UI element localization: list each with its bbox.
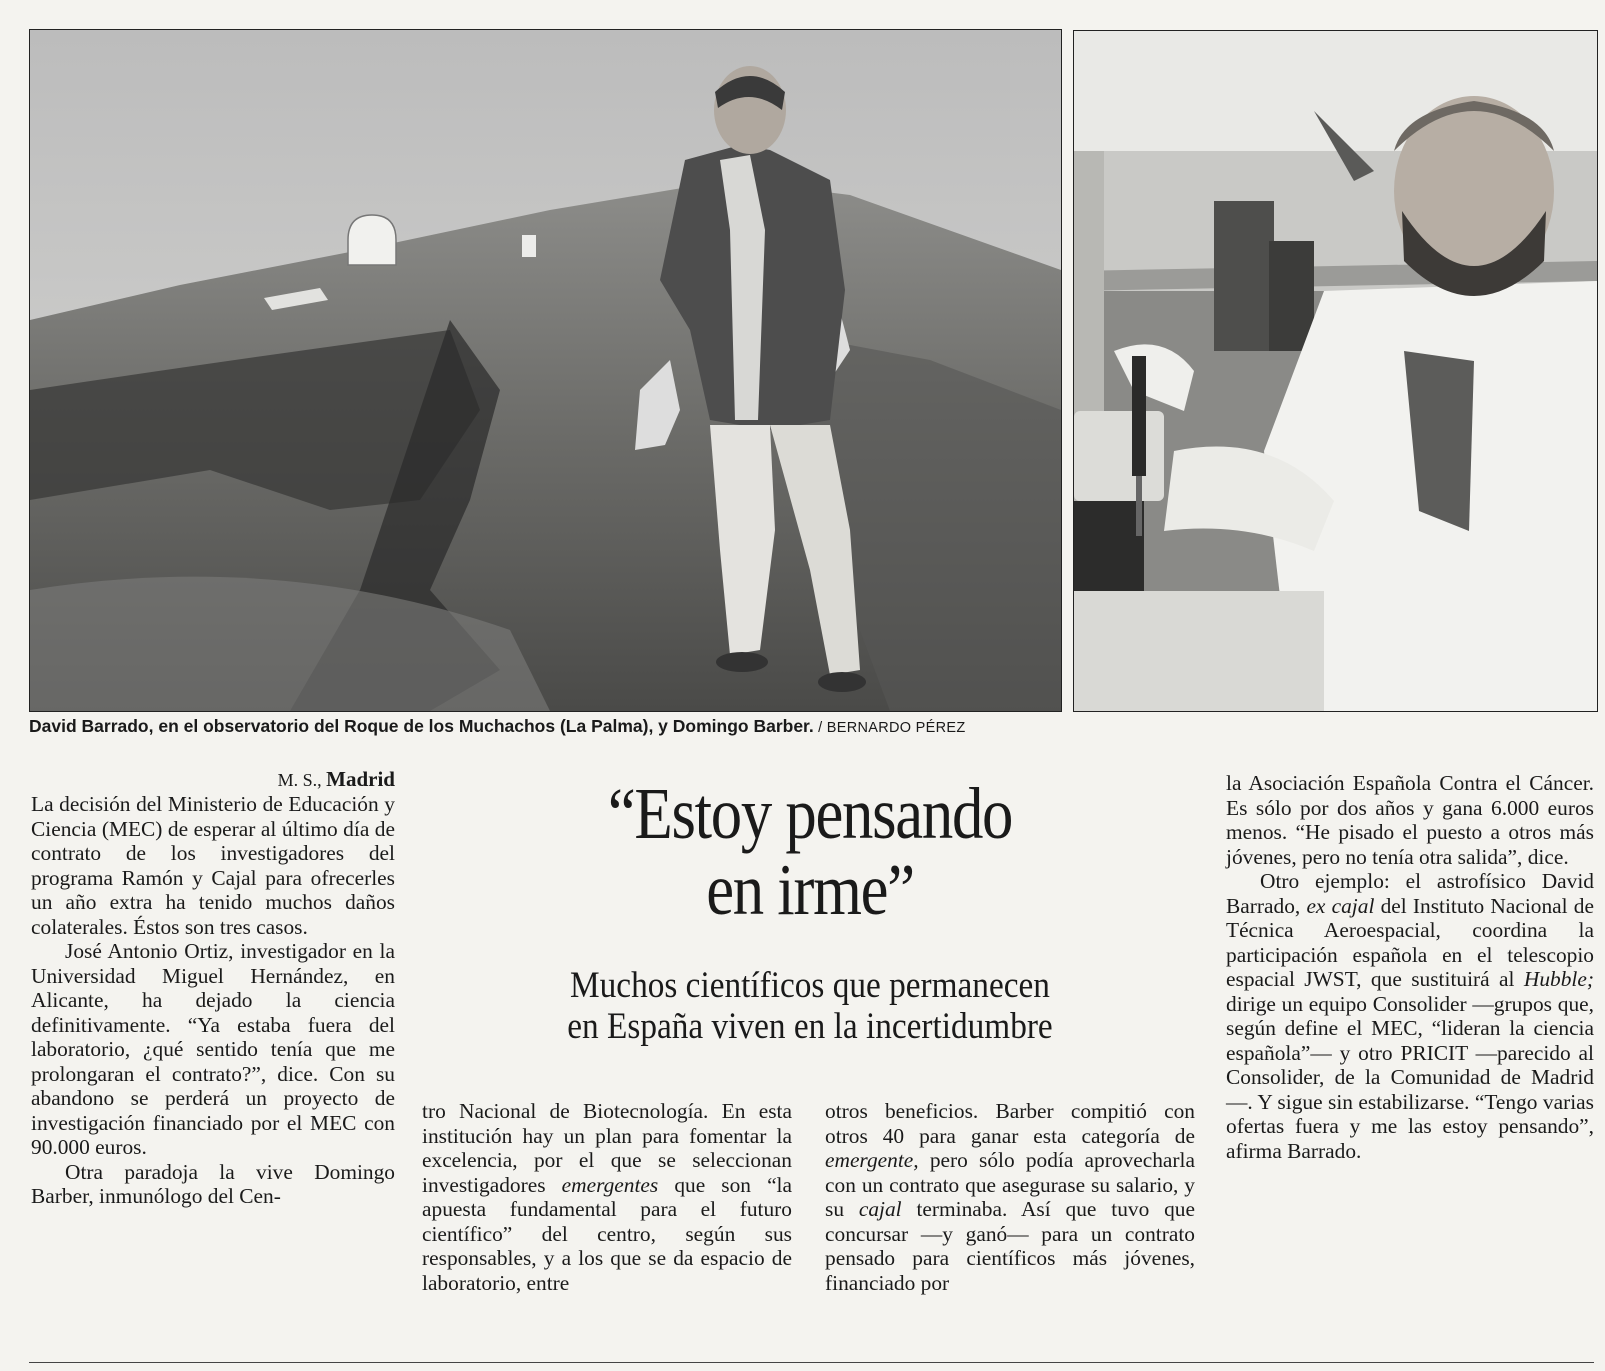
photo-domingo-barber [1073, 30, 1598, 712]
paragraph-asociacion: la Asociación Española Contra el Cáncer. Es sólo por dos años y gana 6.000 euros menos. “He pisado el puesto a otros más jóvenes, pero no tenía otra salida”, dice. [1226, 771, 1594, 869]
text-run: que son “la apuesta fundamental para el futuro científico” del centro, según sus responsables, y a los que se da espacio de laboratorio, entre [422, 1172, 792, 1295]
paragraph-biotecnologia [422, 1099, 792, 1295]
italic-run: emergentes [561, 1172, 659, 1197]
laboratory-photo-illustration [1074, 31, 1597, 711]
byline-city: Madrid [326, 767, 395, 791]
photo-david-barrado [29, 29, 1062, 712]
paragraph-intro: La decisión del Ministerio de Educación y Ciencia (MEC) de esperar al último día de contrato de los investigadores del programa Ramón y Cajal para ofrecerles un año extra ha tenido muchos daños colaterales. Éstos son tres casos. [31, 792, 395, 939]
article-column-4 [1226, 771, 1594, 1163]
text-run: pero sólo podía aprovecharla con un contrato que asegurase su salario, y su [825, 1148, 1195, 1221]
article-column-1 [31, 767, 395, 1209]
text-run: tro Nacional de Biotecnología. En esta institución hay un plan para fomentar la excelencia, por el que se seleccionan investigadores [422, 1099, 792, 1197]
text-run: Otro ejemplo: el astrofísico David Barrado, [1226, 869, 1594, 918]
text-run: dirige un equipo Consolider —grupos que, según define el MEC, “lideran la ciencia española”— y otro PRICIT —parecido al Consolider, de la Comunidad de Madrid—. Y sigue sin estabilizarse. “Tengo varias ofertas fuera y me las estoy pensando”, afirma Barrado. [1226, 991, 1594, 1163]
italic-run: emergente, [825, 1148, 919, 1172]
italic-run: ex cajal [1306, 893, 1375, 918]
article-column-2 [422, 1099, 792, 1295]
headline-line-1: “Estoy pensando [607, 773, 1013, 854]
caption-text: David Barrado, en el observatorio del Roque de los Muchachos (La Palma), y Domingo Barber. [29, 716, 814, 736]
byline [31, 767, 395, 792]
subheadline [477, 965, 1143, 1047]
paragraph-ortiz: José Antonio Ortiz, investigador en la Universidad Miguel Hernández, en Alicante, ha dejado la ciencia definitivamente. “Ya estaba fuera del laboratorio, ¿qué sentido tenía que me prolongaran el contrato?”, dice. Con su abandono se perderá un proyecto de investigación financiado por el MEC con 90.000 euros. [31, 939, 395, 1159]
headline-line-2: en irme” [706, 849, 914, 930]
byline-initials: M. S., [277, 770, 322, 790]
paragraph-barrado [1226, 869, 1594, 1163]
text-run: del Instituto Nacional de Técnica Aeroespacial, coordina la participación española en el telescopio espacial JWST, que sustituirá al [1226, 893, 1594, 991]
photo-caption [29, 716, 1589, 737]
subheadline-line-1: Muchos científicos que permanecen [570, 965, 1050, 1006]
text-run: terminaba. Así que tuvo que concursar —y ganó— para un contrato pensado para científicos más jóvenes, financiado por [825, 1197, 1195, 1295]
text-run: otros beneficios. Barber compitió con otros 40 para ganar esta categoría de [825, 1099, 1195, 1148]
headline [466, 773, 1154, 930]
subheadline-line-2: en España viven en la incertidumbre [567, 1006, 1053, 1047]
bottom-rule [29, 1362, 1594, 1363]
italic-run: Hubble; [1523, 967, 1594, 991]
paragraph-emergente [825, 1099, 1195, 1295]
observatory-photo-illustration [30, 30, 1061, 711]
paragraph-barber-start: Otra paradoja la vive Domingo Barber, inmunólogo del Cen- [31, 1159, 395, 1208]
article-column-3 [825, 1099, 1195, 1295]
italic-run: cajal [858, 1197, 902, 1221]
photo-credit: / BERNARDO PÉREZ [813, 720, 966, 736]
